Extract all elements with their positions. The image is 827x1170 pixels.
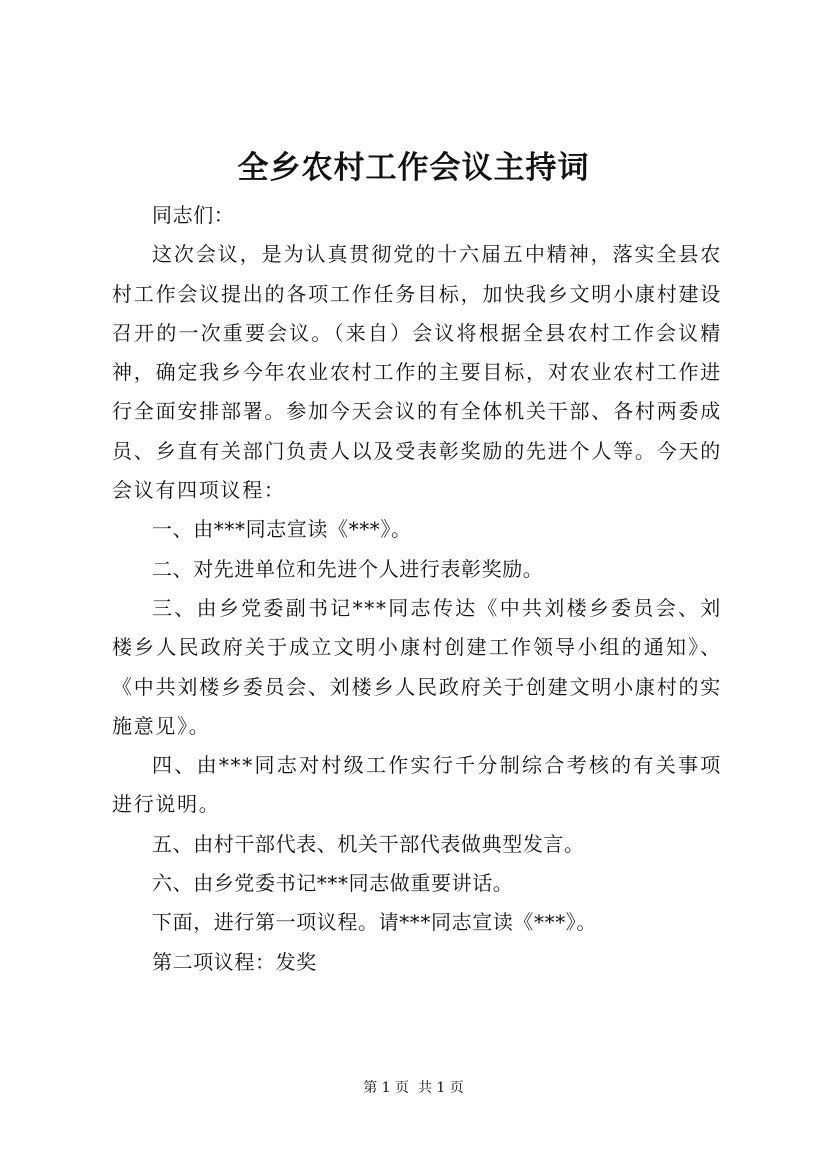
document-title: 全乡农村工作会议主持词 bbox=[237, 150, 590, 186]
agenda-item-1: 一、由***同志宣读《***》。 bbox=[152, 517, 412, 542]
paragraph-second-item: 第二项议程：发奖 bbox=[152, 949, 317, 974]
agenda-item-5: 五、由村干部代表、机关干部代表做典型发言。 bbox=[152, 831, 585, 856]
agenda-item-2: 二、对先进单位和先进个人进行表彰奖励。 bbox=[152, 556, 544, 581]
paragraph-intro: 这次会议，是为认真贯彻党的十六届五中精神，落实全县农村工作会议提出的各项工作任务目标，加快我乡文明小康村建设召开的一次重要会议。（来自）会议将根据全县农村工作会议精神，确定我乡今年农业农村工作的主要目标，对农业农村工作进行全面安排部署。参加今天会议的有全体机关干部、各村两委成员、乡直有关部门负责人以及受表彰奖励的先进个人等。今天的会议有四项议程： bbox=[112, 242, 722, 503]
agenda-item-4: 四、由***同志对村级工作实行千分制综合考核的有关事项进行说明。 bbox=[112, 753, 722, 817]
agenda-item-3: 三、由乡党委副书记***同志传达《中共刘楼乡委员会、刘楼乡人民政府关于成立文明小康村创建工作领导小组的通知》、《中共刘楼乡委员会、刘楼乡人民政府关于创建文明小康村的实施意见》。 bbox=[112, 595, 722, 738]
agenda-item-6: 六、由乡党委书记***同志做重要讲话。 bbox=[152, 871, 514, 896]
paragraph-proceed: 下面，进行第一项议程。请***同志宣读《***》。 bbox=[152, 910, 597, 935]
page-footer: 第 1 页 共 1 页 bbox=[363, 1080, 464, 1096]
document-body bbox=[112, 196, 722, 982]
salutation: 同志们： bbox=[152, 203, 235, 227]
